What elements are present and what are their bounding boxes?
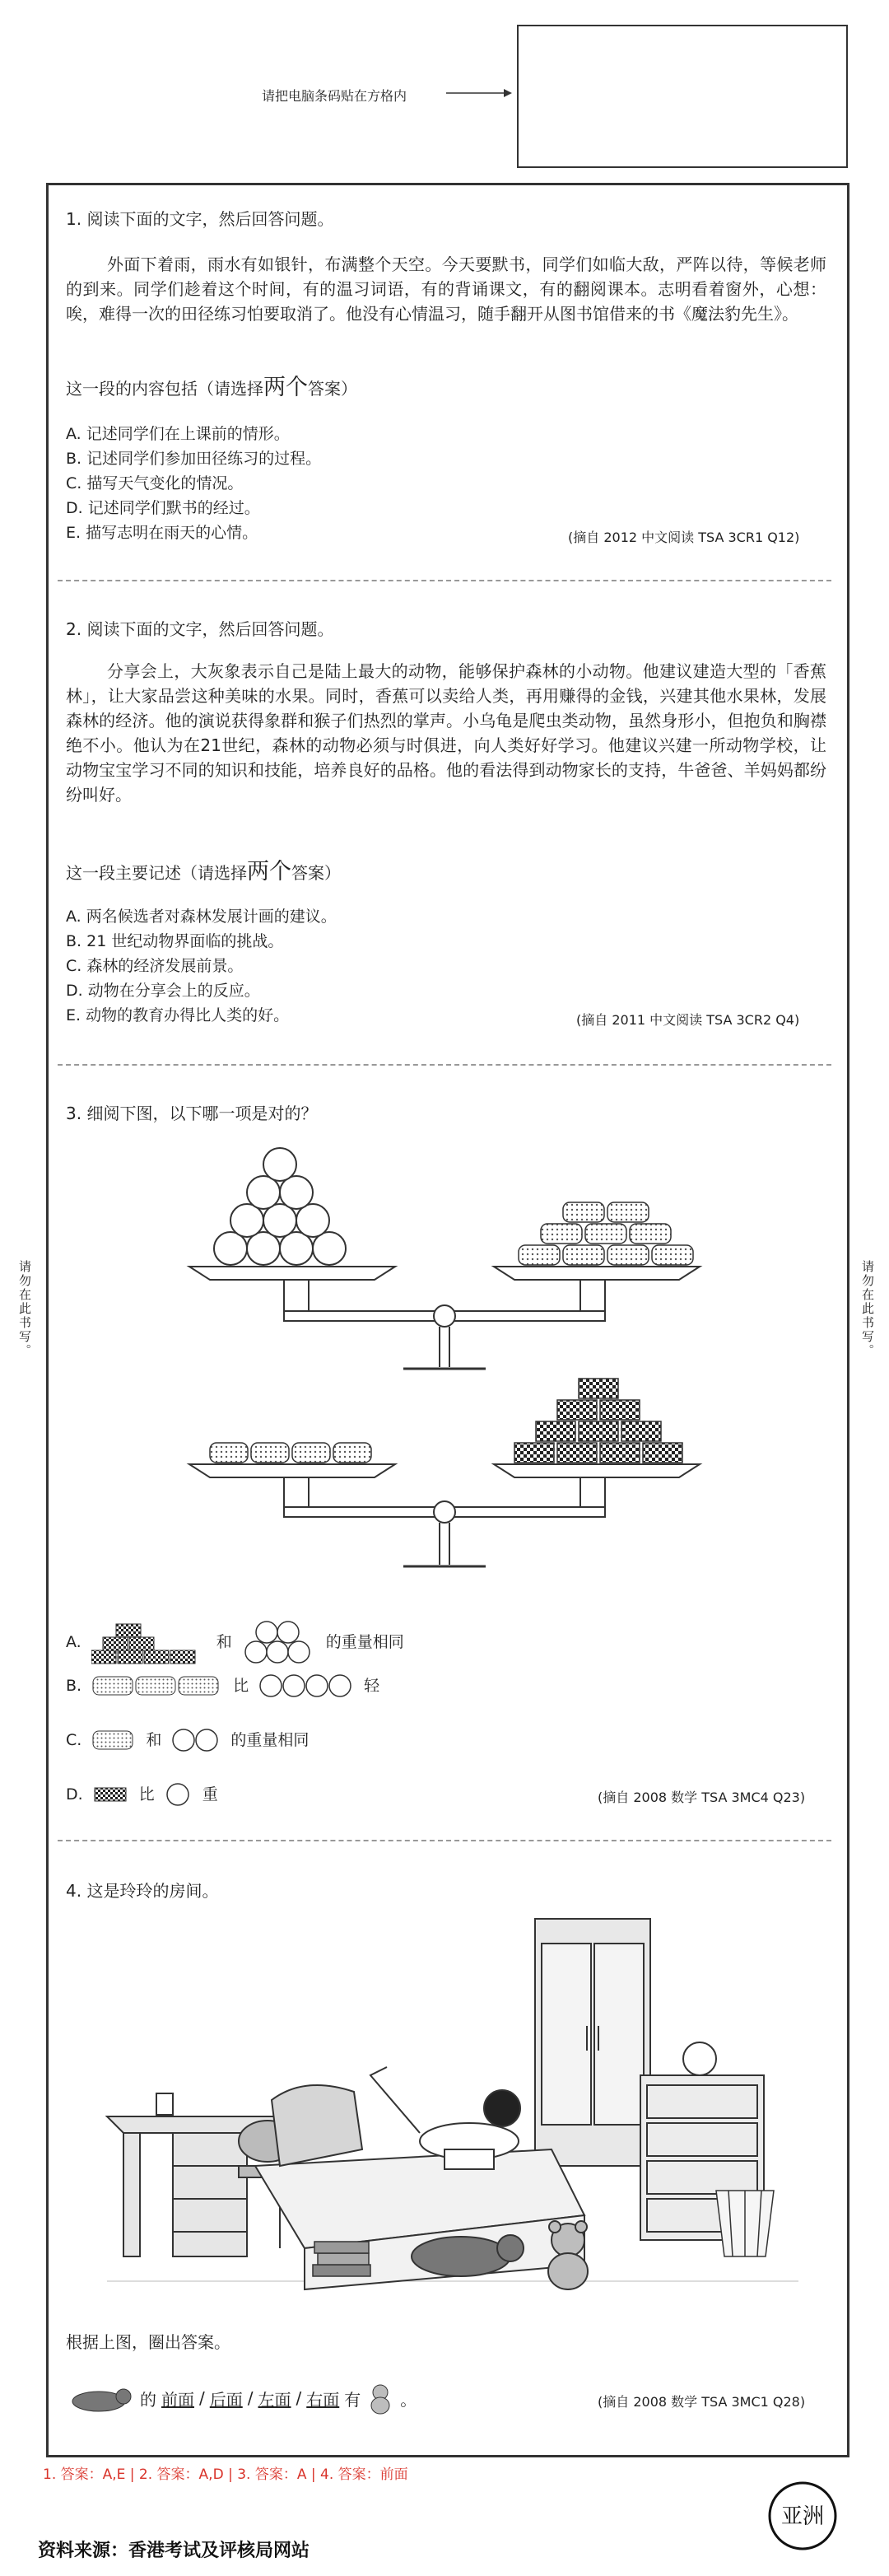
q2-options bbox=[66, 904, 337, 1028]
two-circles-icon bbox=[171, 1728, 221, 1752]
q2-prompt-emphasis: 两个 bbox=[247, 859, 291, 884]
divider bbox=[58, 580, 831, 581]
q3-option-c bbox=[66, 1728, 309, 1752]
arrow-right-icon bbox=[446, 87, 512, 99]
divider bbox=[58, 1064, 831, 1066]
q2-option-c: C. 森林的经济发展前景。 bbox=[66, 957, 244, 975]
four-circles-icon bbox=[258, 1673, 354, 1698]
q3-option-d-letter: D. bbox=[66, 1785, 83, 1804]
dotted-bars-icon bbox=[91, 1673, 223, 1698]
q3-option-c-letter: C. bbox=[66, 1731, 82, 1749]
q1-source: (摘自 2012 中文阅读 TSA 3CR1 Q12) bbox=[568, 530, 800, 545]
q3-option-c-and: 和 bbox=[146, 1731, 162, 1749]
balance-scale-2 bbox=[189, 1379, 700, 1566]
choice-front[interactable]: 前面 bbox=[161, 2389, 194, 2410]
q3-option-a-letter: A. bbox=[66, 1633, 81, 1651]
q2-prompt-after: 答案） bbox=[291, 863, 341, 883]
logo-text: 亚洲 bbox=[780, 2504, 825, 2529]
checkered-blocks-icon bbox=[91, 1619, 207, 1665]
q3-source: (摘自 2008 数学 TSA 3MC4 Q23) bbox=[598, 1790, 806, 1805]
q2-option-d: D. 动物在分享会上的反应。 bbox=[66, 982, 260, 1000]
q2-option-e: E. 动物的教育办得比人类的好。 bbox=[66, 1006, 290, 1024]
q2-option-b: B. 21 世纪动物界面临的挑战。 bbox=[66, 932, 284, 950]
q3-option-d-than: 比 bbox=[138, 1785, 155, 1804]
q3-option-b-than: 比 bbox=[233, 1677, 249, 1695]
q1-paragraph: 外面下着雨，雨水有如银针，布满整个天空。今天要默书，同学们如临大敌，严阵以待，等候老师的到来。同学们趁着这个时间，有的温习词语，有的背诵课文，有的翻阅课本。志明看着窗外，心想：唉，难得一次的田径练习怕要取消了。他没有心情温习，随手翻开从图书馆借来的书《魔法豹先生》。 bbox=[66, 254, 826, 324]
teddy-bear-icon bbox=[365, 2382, 395, 2415]
choice-back[interactable]: 后面 bbox=[209, 2389, 243, 2410]
circle-icon bbox=[165, 1782, 193, 1807]
barcode-note: 请把电脑条码贴在方格内 bbox=[262, 88, 407, 104]
balance-scale-1 bbox=[189, 1148, 700, 1369]
bedroom-illustration bbox=[91, 1902, 815, 2314]
q3-option-c-text: 的重量相同 bbox=[230, 1731, 310, 1749]
q4-prompt: 根据上图，圈出答案。 bbox=[66, 2332, 230, 2352]
separator: / bbox=[199, 2388, 205, 2408]
q2-prompt bbox=[66, 853, 341, 885]
q3-option-d bbox=[66, 1782, 218, 1807]
q1-option-e: E. 描写志明在雨天的心情。 bbox=[66, 524, 258, 542]
publisher-logo-icon bbox=[766, 2479, 840, 2553]
q4-source: (摘自 2008 数学 TSA 3MC1 Q28) bbox=[598, 2394, 806, 2410]
separator: / bbox=[247, 2388, 254, 2408]
q3-option-b bbox=[66, 1673, 379, 1698]
barcode-box bbox=[517, 25, 848, 168]
cat-icon bbox=[66, 2382, 135, 2415]
q4-title: 4. 这是玲玲的房间。 bbox=[66, 1881, 219, 1901]
choice-right[interactable]: 右面 bbox=[306, 2389, 340, 2410]
q3-option-a-text: 的重量相同 bbox=[325, 1633, 404, 1651]
q2-prompt-before: 这一段主要记述（请选择 bbox=[66, 863, 247, 883]
balance-scales-figure bbox=[165, 1128, 724, 1589]
q1-prompt-emphasis: 两个 bbox=[263, 375, 308, 400]
waste-bin bbox=[716, 2191, 774, 2256]
q1-prompt-before: 这一段的内容包括（请选择 bbox=[66, 379, 263, 399]
q3-title: 3. 细阅下图，以下哪一项是对的？ bbox=[66, 1104, 318, 1123]
dotted-bar-icon bbox=[91, 1728, 136, 1752]
q3-option-b-letter: B. bbox=[66, 1677, 82, 1695]
side-note-right: 请勿在此书写。 bbox=[860, 1260, 875, 1358]
stack-of-books bbox=[313, 2242, 370, 2276]
side-note-left: 请勿在此书写。 bbox=[17, 1260, 32, 1358]
divider bbox=[58, 1840, 831, 1841]
q2-option-a: A. 两名候选者对森林发展计画的建议。 bbox=[66, 908, 337, 926]
q4-answer-line bbox=[66, 2382, 417, 2415]
circles-pyramid-icon bbox=[242, 1619, 316, 1665]
q1-prompt bbox=[66, 369, 357, 401]
q4-end: 。 bbox=[400, 2389, 417, 2410]
q2-source: (摘自 2011 中文阅读 TSA 3CR2 Q4) bbox=[576, 1012, 800, 1028]
separator: / bbox=[296, 2388, 302, 2408]
q2-paragraph: 分享会上，大灰象表示自己是陆上最大的动物，能够保护森林的小动物。他建议建造大型的「香蕉林」，让大家品尝这种美味的水果。同时，香蕉可以卖给人类，再用赚得的金钱，兴建其他水果林，发展森林的经济。他的演说获得象群和猴子们热烈的掌声。小乌龟是爬虫类动物，虽然身形小，但抱负和胸襟绝不小。他认为在21世纪，森林的动物必须与时俱进，向人类好好学习。他建议兴建一所动物学校，让动物宝宝学习不同的知识和技能，培养良好的品格。他的看法得到动物家长的支持，牛爸爸、羊妈妈都纷纷叫好。 bbox=[66, 661, 826, 805]
girl-reading bbox=[370, 2067, 520, 2169]
q3-option-a bbox=[66, 1619, 404, 1665]
q3-option-a-and: 和 bbox=[216, 1633, 232, 1651]
q1-title: 1. 阅读下面的文字，然后回答问题。 bbox=[66, 209, 334, 229]
q1-option-d: D. 记述同学们默书的经过。 bbox=[66, 499, 260, 517]
q3-option-b-text: 轻 bbox=[364, 1677, 380, 1695]
q4-of: 的 bbox=[140, 2389, 156, 2410]
q1-option-a: A. 记述同学们在上课前的情形。 bbox=[66, 425, 290, 443]
source-footer: 资料来源：香港考试及评核局网站 bbox=[38, 2541, 310, 2561]
q1-options bbox=[66, 422, 321, 545]
wardrobe bbox=[535, 1919, 650, 2166]
q1-prompt-after: 答案） bbox=[308, 379, 357, 399]
q4-has: 有 bbox=[344, 2389, 361, 2410]
choice-left[interactable]: 左面 bbox=[258, 2389, 291, 2410]
q2-title: 2. 阅读下面的文字，然后回答问题。 bbox=[66, 619, 334, 639]
checkered-block-icon bbox=[93, 1785, 129, 1804]
q1-option-c: C. 描写天气变化的情况。 bbox=[66, 474, 244, 492]
answer-key: 1. 答案：A,E | 2. 答案：A,D | 3. 答案：A | 4. 答案：前面 bbox=[43, 2466, 408, 2483]
q3-option-d-text: 重 bbox=[202, 1785, 218, 1804]
q1-option-b: B. 记述同学们参加田径练习的过程。 bbox=[66, 450, 322, 468]
